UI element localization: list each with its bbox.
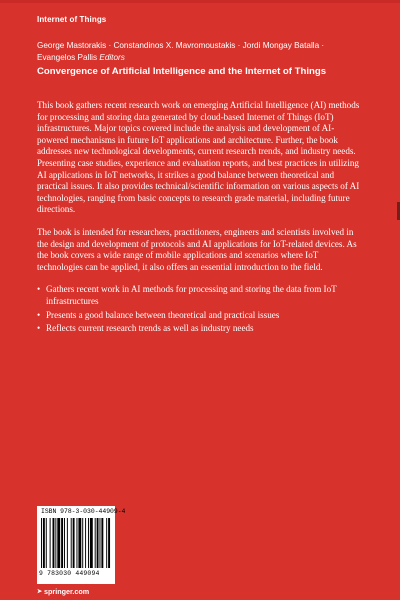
- barcode-digits: 9 783030 449094: [39, 570, 100, 577]
- book-title: Convergence of Artificial Intelligence and the Internet of Things: [37, 66, 327, 77]
- barcode-bar: [43, 518, 45, 568]
- barcode-bar: [64, 518, 65, 568]
- barcode-bar: [50, 518, 51, 568]
- top-rule: [0, 0, 400, 3]
- barcode-bar: [61, 518, 63, 568]
- barcode-bar: [78, 518, 81, 568]
- publisher-url: springer.com: [44, 587, 90, 596]
- barcode-bar: [53, 518, 55, 568]
- barcode-bar: [95, 518, 96, 568]
- editors-line-1: George Mastorakis · Constandinos X. Mavromoustakis · Jordi Mongay Batalla ·: [37, 41, 325, 50]
- bullet-icon: •: [37, 284, 41, 295]
- barcode-bar: [108, 518, 110, 568]
- publisher-link[interactable]: [37, 587, 89, 596]
- isbn-label: ISBN 978-3-030-44909-4: [41, 508, 126, 515]
- barcode-bar: [76, 518, 77, 568]
- barcode-bar: [88, 518, 89, 568]
- barcode-bar: [71, 518, 72, 568]
- barcode-bar: [82, 518, 83, 568]
- barcode-bar: [85, 518, 86, 568]
- list-item: [37, 323, 362, 335]
- list-item-text: Presents a good balance between theoretical and practical issues: [46, 309, 280, 320]
- description-paragraph: This book gathers recent research work on emerging Artificial Intelligence (AI) methods for processing and storing data generated by cloud-based Internet of Things (IoT) infrastructures. Major topics covered include the analysis and development of AI-powered mechanisms in future IoT applications and architecture. Further, the book addresses new technological developments, current research trends, and industry needs. Presenting case studies, experience and evaluation reports, and best practices in utilizing AI applications in IoT networks, it strikes a good balance between theoretical and practical issues. It also provides technical/scientific information on various aspects of AI technologies, ranging from basic concepts to research grade material, including future directions.: [37, 100, 360, 215]
- barcode-bar: [90, 518, 93, 568]
- list-item-text: Gathers recent work in AI methods for processing and storing the data from IoT infrastructures: [46, 284, 337, 306]
- bullet-icon: •: [37, 323, 41, 334]
- barcode-bar: [46, 518, 47, 568]
- barcode-bar: [101, 518, 103, 568]
- list-item: [37, 284, 362, 307]
- highlights-list: [37, 284, 362, 334]
- arrow-right-icon: ➤: [37, 589, 43, 595]
- book-description: [37, 100, 362, 337]
- bullet-icon: •: [37, 309, 41, 320]
- barcode-bar: [73, 518, 75, 568]
- description-paragraph: The book is intended for researchers, practitioners, engineers and scientists involved in the design and development of protocols and AI applications for IoT-related devices. As the book covers a wide range of mobile applications and scenarios where IoT technologies can be applied, it also offers an essential introduction to the field.: [37, 226, 357, 272]
- barcode-bar: [106, 518, 107, 568]
- list-item-text: Reflects current research trends as well as industry needs: [46, 323, 254, 334]
- list-item: [37, 310, 362, 322]
- editors-tag: Editors: [97, 53, 125, 62]
- barcode-bar: [99, 518, 100, 568]
- barcode-bar: [41, 518, 42, 568]
- barcode-bar: [67, 518, 68, 568]
- editor-name: Evangelos Pallis: [37, 53, 98, 62]
- editors-line-2: [37, 52, 367, 64]
- barcode-bar: [55, 518, 56, 568]
- barcode: [37, 506, 126, 584]
- barcode-bar: [57, 518, 60, 568]
- editors: [37, 40, 367, 64]
- barcode-bars: [41, 518, 111, 568]
- series-title: Internet of Things: [37, 15, 107, 24]
- barcode-bar: [97, 518, 99, 568]
